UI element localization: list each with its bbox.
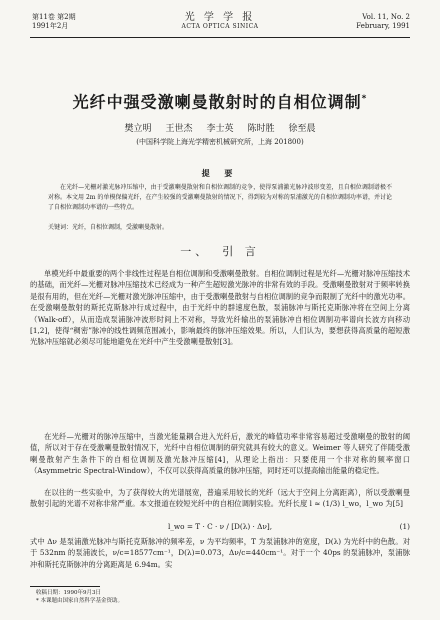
equation-body: l_wo = T · C · ν / [D(λ) · Δν], <box>167 522 273 531</box>
paper-title <box>20 89 420 112</box>
journal-title-en: ACTA OPTICA SINICA <box>181 23 259 30</box>
paragraph <box>30 487 410 510</box>
title-footnote-mark: * <box>361 94 368 104</box>
paragraph-text: 在以往的一些实验中，为了获得较大的光谱展宽，普遍采用较长的光纤（远大于空间上分离距离），所以受激喇曼散射引起的光谱不对称非常严重。本文报道在较短光纤中的自相位调制实验。光纤长度 l ≈ (1/3) l_wo，l_wo 为[5] <box>30 488 410 509</box>
journal-title-cn: 光 学 学 报 <box>184 12 256 23</box>
footnotes <box>36 589 410 605</box>
header-center <box>120 12 320 31</box>
paragraph-text: 式中 Δν 是泵浦激光脉冲与斯托克斯脉冲的频率差，ν 为平均频率，T 为泵浦脉冲的宽度，D(λ) 为光纤中的色散。对于 532nm 的泵浦波长，ν/c=18577cm⁻¹，D(λ)=0.073，Δν/c=440cm⁻¹。对于一个 40ps 的泵浦脉冲，泵浦脉冲和斯托克斯脉冲的分离距离是 6.94m。实 <box>30 537 410 569</box>
author-name: 徐至晨 <box>288 124 316 134</box>
section-heading <box>0 244 440 260</box>
volume-cn: 第11卷 第2期 <box>32 13 76 21</box>
header-divider <box>30 37 410 38</box>
equation-1 <box>30 521 410 533</box>
keywords: 关键词：光纤，自相位调制，受激喇曼散射。 <box>48 224 169 231</box>
header-left <box>32 13 76 31</box>
header-right <box>356 13 410 31</box>
section-title: 引 言 <box>222 245 260 258</box>
volume-en: Vol. 11, No. 2 <box>362 13 410 21</box>
abstract-text <box>48 183 392 213</box>
section-number: 一、 <box>180 245 211 258</box>
author-name: 陈时胜 <box>247 124 275 134</box>
abstract-body: 在光纤—光栅对激光脉冲压缩中，由于受激喇曼散射和自相位调制的竞争，使得泵浦激光脉冲波形变差，且自相位调制谱极不对称。本文用 2m 的单模保偏光纤，在产生较强的受激喇曼散射的情况下，得到较为对称的泵浦激光的自相位调制功率谱，并讨论了自相位调制功率谱的一些特点。 <box>48 184 392 211</box>
paragraph-text: 单模光纤中最重要的两个非线性过程是自相位调制和受激喇曼散射。自相位调制过程是光纤—光栅对脉冲压缩技术的基础，而光纤—光栅对脉冲压缩技术已经成为一种产生超短激光脉冲的非常有效的手段。受激喇曼散射对于频率转换是很有用的，但在光纤—光栅对激光脉冲压缩中，由于受激喇曼散射与自相位调制的竞争而限制了光纤中的激光功率。在受激喇曼散射的斯托克斯脉冲行成过程中，由于光纤中的群速度色散，泵浦脉冲与斯托克斯脉冲将在空间上分离（Walk-off），从而造成泵浦脉冲波形时间上不对称，导致光纤输出的泵浦脉冲自相位调制功率谱向长波方向移动[1,2]，使得“稠密”脉冲的线性调频范围减小，影响最终的脉冲压缩效果。所以，人们认为，要想获得高质量的超短激光脉冲压缩就必须尽可能地避免在光纤中产生受激喇曼散射[3]。 <box>30 269 410 347</box>
footnote-funding: * 本课题由国家自然科学基金资助。 <box>36 598 123 604</box>
paper-title-text: 光纤中强受激喇曼散射时的自相位调制 <box>72 92 362 112</box>
paragraph <box>30 268 410 348</box>
paragraph <box>30 431 410 477</box>
author-name: 樊立明 <box>124 124 152 134</box>
footnote-divider <box>30 586 100 587</box>
author-name: 李士英 <box>206 124 234 134</box>
equation-number: (1) <box>399 522 410 531</box>
footnote-received: 收稿日期：1990年9月3日 <box>36 590 101 596</box>
date-cn: 1991年2月 <box>32 22 69 30</box>
paragraph <box>30 536 410 570</box>
affiliation: (中国科学院上海光学精密机械研究所，上海 201800) <box>136 138 304 146</box>
abstract-heading: 提 要 <box>201 169 239 178</box>
author-list <box>20 123 420 135</box>
author-name: 王世杰 <box>165 124 193 134</box>
paragraph-text: 在光纤—光栅对的脉冲压缩中，当激光能量耦合进入光纤后，激光的峰值功率非常容易超过受激喇曼的散射的阈值，所以对于存在受激喇曼散射情况下，光纤中自相位调制的研究就具有较大的意义。Weimer 等人研究了伴随受激喇曼散射产生条件下的自相位调制及激光脉冲压缩[4]，从理论上指出：只要使用一个非对称的频率窗口（Asymmetric Spectral-Window），不仅可以获得高质量的脉冲压缩，同时还可以提高输出能量的稳定性。 <box>30 432 410 476</box>
date-en: February, 1991 <box>356 22 410 30</box>
